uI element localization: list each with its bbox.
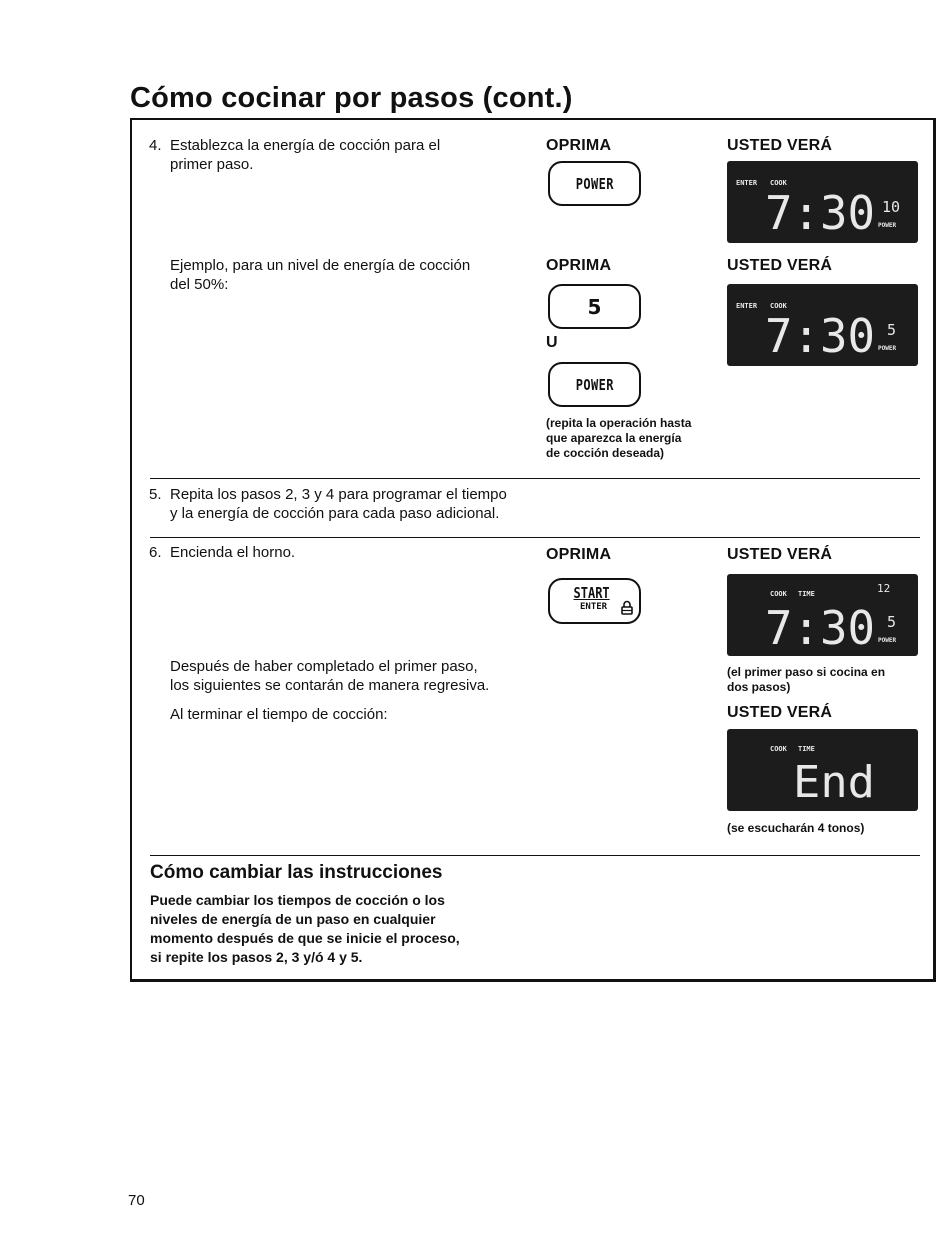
step-6-text: Encienda el horno. [170, 544, 296, 561]
display-2-indicator-enter: ENTER [736, 302, 758, 310]
display-1-time: 7:30 [765, 186, 875, 240]
display-2-level: 5 [887, 321, 897, 339]
enter-label: ENTER [580, 602, 608, 612]
change-line-3: momento después de que se inicie el proceso, [150, 930, 460, 946]
after-text-1: Después de haber completado el primer paso, [170, 658, 478, 675]
change-line-2: niveles de energía de un paso en cualquier [150, 911, 436, 927]
example-text-2: del 50%: [170, 276, 229, 293]
display-1-level: 10 [882, 198, 901, 216]
number-5-button[interactable] [548, 284, 641, 329]
display-3-level: 5 [887, 613, 897, 631]
display-3 [727, 574, 918, 656]
see-header-4: USTED VERÁ [727, 704, 833, 721]
display-2-power-label: POWER [878, 345, 897, 352]
start-label: START [573, 584, 610, 602]
step-4-text-1: Establezca la energía de cocción para el [170, 137, 441, 154]
press-header-2: OPRIMA [546, 257, 612, 274]
repeat-note-2: que aparezca la energía [546, 431, 682, 445]
example-text-1: Ejemplo, para un nivel de energía de cocción [170, 257, 471, 274]
tones-note: (se escucharán 4 tonos) [727, 821, 865, 835]
power-button[interactable] [548, 161, 641, 206]
start-enter-button[interactable] [548, 578, 641, 624]
divider-1 [150, 478, 920, 479]
press-header-1: OPRIMA [546, 137, 612, 154]
repeat-note-1: (repita la operación hasta [546, 416, 692, 430]
display-1-indicator-enter: ENTER [736, 179, 758, 187]
page-number: 70 [128, 1192, 145, 1209]
step-6-number: 6. [149, 544, 162, 561]
step-5-number: 5. [149, 486, 162, 503]
display-1-indicator-cook: COOK [770, 179, 787, 187]
see-header-2: USTED VERÁ [727, 257, 833, 274]
display-end [727, 729, 918, 811]
step-5-text-2: y la energía de cocción para cada paso adicional. [170, 505, 500, 522]
display-3-indicator-cook: COOK [770, 590, 787, 598]
change-section-body [150, 891, 530, 967]
display-1 [727, 161, 918, 243]
display-end-text: End [793, 757, 875, 808]
display-3-power-label: POWER [878, 637, 897, 644]
display-2-digits [727, 284, 918, 366]
display-3-note-1: (el primer paso si cocina en [727, 665, 886, 679]
end-text: Al terminar el tiempo de cocción: [170, 706, 388, 723]
change-line-1: Puede cambiar los tiempos de cocción o los [150, 892, 445, 908]
divider-2 [150, 537, 920, 538]
change-line-4: si repite los pasos 2, 3 y/ó 4 y 5. [150, 949, 363, 965]
display-2-indicator-cook: COOK [770, 302, 787, 310]
step-5-text-1: Repita los pasos 2, 3 y 4 para programar el tiempo [170, 486, 507, 503]
page-title: Cómo cocinar por pasos (cont.) [130, 82, 573, 114]
display-2-time: 7:30 [765, 309, 875, 363]
step-4-text-2: primer paso. [170, 156, 254, 173]
display-3-note-2: dos pasos) [727, 680, 791, 694]
see-header-1: USTED VERÁ [727, 137, 833, 154]
step-4-number: 4. [149, 137, 162, 154]
display-2 [727, 284, 918, 366]
divider-3 [150, 855, 920, 856]
display-3-indicator-time: TIME [798, 590, 815, 598]
power-button-label: POWER [575, 174, 614, 193]
display-3-time: 7:30 [765, 601, 875, 655]
change-section-title: Cómo cambiar las instrucciones [150, 862, 443, 883]
display-3-digits [727, 574, 918, 656]
see-header-3: USTED VERÁ [727, 546, 833, 563]
press-header-3: OPRIMA [546, 546, 612, 563]
display-end-indicator-time: TIME [798, 745, 815, 753]
lock-icon [621, 600, 633, 615]
display-end-indicator-cook: COOK [770, 745, 787, 753]
after-text-2: los siguientes se contarán de manera regresiva. [170, 677, 490, 694]
display-end-digits [727, 729, 918, 811]
display-1-power-label: POWER [878, 222, 897, 229]
repeat-note-3: de cocción deseada) [546, 446, 665, 460]
display-3-step-icons: 12 [877, 582, 891, 595]
power-button-2[interactable] [548, 362, 641, 407]
display-1-digits [727, 161, 918, 243]
number-5-label: 5 [587, 294, 602, 319]
or-label: U [546, 334, 558, 351]
power-button-2-label: POWER [575, 375, 614, 394]
